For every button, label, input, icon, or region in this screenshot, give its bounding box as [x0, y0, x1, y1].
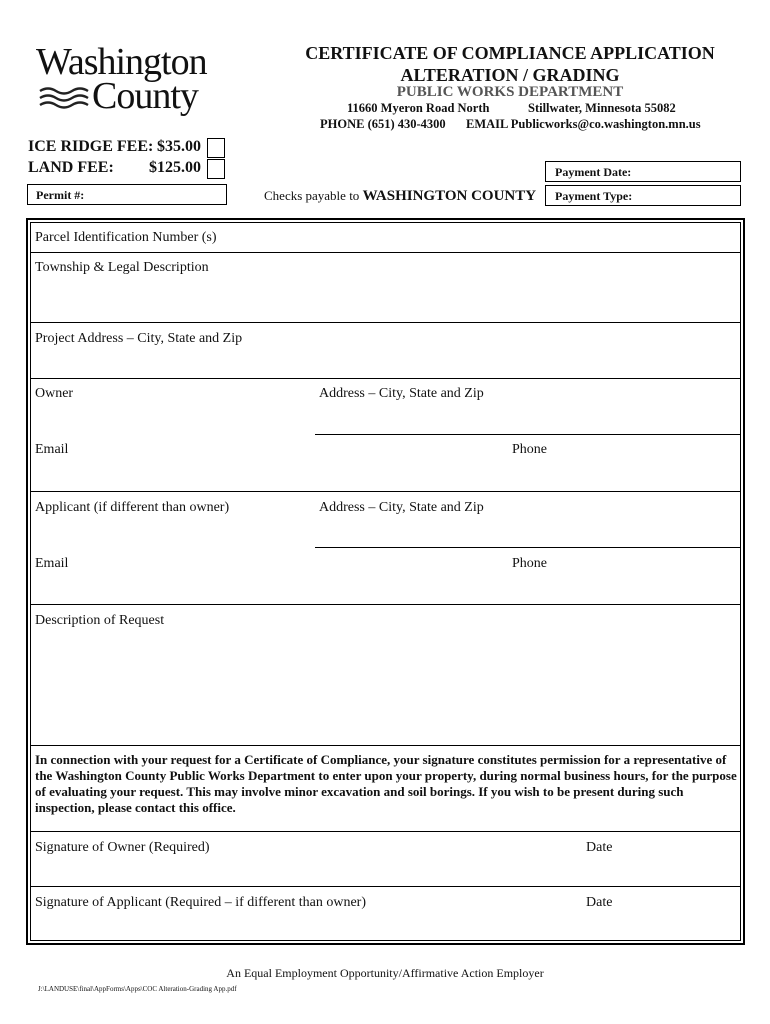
payment-date-field[interactable]: [545, 161, 741, 182]
department-name: PUBLIC WORKS DEPARTMENT: [396, 84, 624, 100]
divider-owner: [30, 491, 741, 492]
township-legal-field[interactable]: Township & Legal Description: [35, 260, 209, 275]
owner-phone-field[interactable]: Phone: [512, 442, 547, 457]
checks-payable-note: [264, 188, 536, 205]
eeo-footer: An Equal Employment Opportunity/Affirmative Action Employer: [226, 966, 544, 980]
owner-address-field[interactable]: Address – City, State and Zip: [319, 386, 484, 401]
ice-ridge-fee-checkbox[interactable]: [207, 138, 225, 158]
logo-text-county: County: [92, 75, 198, 117]
divider-project: [30, 378, 741, 379]
divider-description: [30, 745, 741, 746]
checks-payable-prefix: Checks payable to: [264, 188, 360, 203]
ice-ridge-fee-label: ICE RIDGE FEE:: [28, 138, 154, 155]
ice-ridge-fee-amount: $35.00: [157, 138, 201, 155]
divider-owner-address: [315, 434, 741, 435]
form-title-line1: CERTIFICATE OF COMPLIANCE APPLICATION: [305, 43, 715, 63]
logo-waves-icon: [38, 86, 94, 112]
divider-parcel: [30, 252, 741, 253]
permit-number-field[interactable]: [27, 184, 227, 205]
phone-number: PHONE (651) 430-4300: [320, 117, 446, 131]
divider-applicant: [30, 604, 741, 605]
owner-signature-date-field[interactable]: Date: [586, 840, 613, 855]
parcel-id-field[interactable]: Parcel Identification Number (s): [35, 230, 217, 245]
land-fee-amount: $125.00: [149, 159, 201, 176]
land-fee-checkbox[interactable]: [207, 159, 225, 179]
logo-text-washington: Washington: [36, 41, 207, 83]
owner-field[interactable]: Owner: [35, 386, 74, 401]
divider-notice: [30, 831, 741, 832]
applicant-email-field[interactable]: Email: [35, 556, 69, 571]
owner-signature-field[interactable]: Signature of Owner (Required): [35, 840, 210, 855]
email-address: EMAIL Publicworks@co.washington.mn.us: [466, 117, 701, 131]
checks-payable-payee: WASHINGTON COUNTY: [362, 188, 537, 204]
land-fee-label: LAND FEE:: [28, 159, 114, 176]
permission-notice: In connection with your request for a Certificate of Compliance, your signature constitutes permission for a representative of the Washington County Public Works Department to enter upon your property, during normal business hours, for the purpose of evaluating your request. This may involve minor excavation and soil borings. If you wish to be present during such inspection, please contact this office.: [35, 752, 737, 815]
divider-sig-owner: [30, 886, 741, 887]
form-title-line2: ALTERATION / GRADING: [400, 65, 620, 85]
applicant-signature-date-field[interactable]: Date: [586, 895, 613, 910]
payment-type-field[interactable]: [545, 185, 741, 206]
project-address-field[interactable]: Project Address – City, State and Zip: [35, 331, 243, 346]
applicant-signature-field[interactable]: Signature of Applicant (Required – if different than owner): [35, 895, 366, 910]
applicant-field[interactable]: Applicant (if different than owner): [35, 500, 230, 515]
street-address: 11660 Myeron Road North: [347, 101, 490, 115]
owner-email-field[interactable]: Email: [35, 442, 69, 457]
payment-type-label: Payment Type:: [555, 189, 633, 203]
permit-number-label: Permit #:: [36, 188, 85, 202]
divider-township: [30, 322, 741, 323]
city-address: Stillwater, Minnesota 55082: [528, 101, 676, 115]
form-title: [300, 42, 720, 86]
washington-county-logo: [34, 41, 234, 120]
application-form: [30, 222, 741, 941]
description-field[interactable]: Description of Request: [35, 613, 165, 628]
applicant-phone-field[interactable]: Phone: [512, 556, 547, 571]
payment-date-label: Payment Date:: [555, 165, 632, 179]
applicant-address-field[interactable]: Address – City, State and Zip: [319, 500, 484, 515]
file-path-note: J:\LANDUSE\final\AppForms\Apps\COC Alteration-Grading App.pdf: [38, 985, 237, 993]
divider-applicant-address: [315, 547, 741, 548]
